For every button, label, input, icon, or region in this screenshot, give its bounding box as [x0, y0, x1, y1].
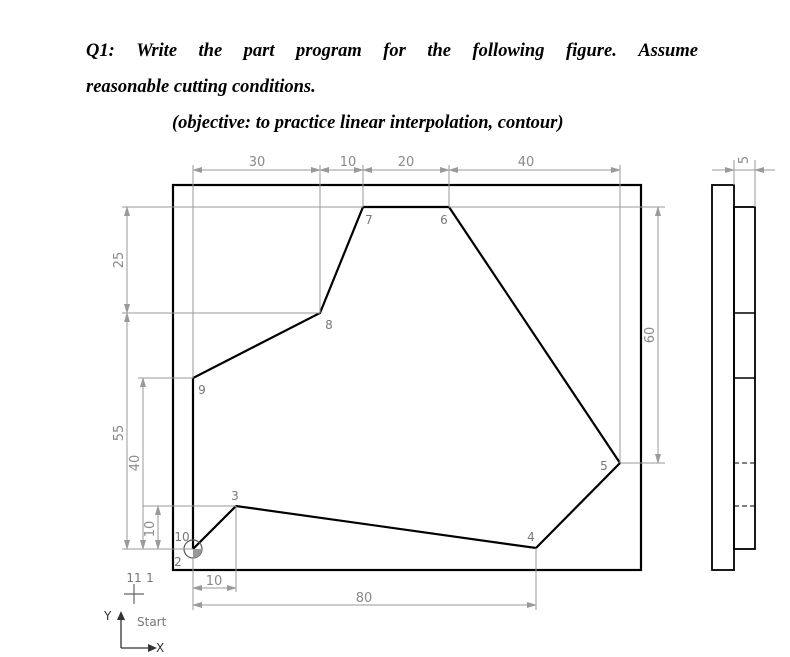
question-word: figure.	[565, 41, 617, 61]
side-view	[712, 160, 775, 570]
dim-label-left-40: 40	[128, 454, 143, 472]
point-label-9: 9	[198, 383, 206, 397]
dim-label-20: 20	[397, 155, 415, 170]
point-label-11: 11	[126, 571, 142, 585]
point-label-2: 2	[174, 555, 182, 569]
dim-label-55: 55	[112, 424, 127, 442]
point-label-10: 10	[174, 530, 190, 544]
dim-label-left-10: 10	[143, 520, 158, 538]
question-word: the	[198, 41, 223, 61]
dim-label-10: 10	[339, 155, 357, 170]
question-word: part	[243, 41, 275, 61]
start-label: Start	[137, 615, 167, 629]
dim-label-80: 80	[355, 591, 373, 606]
point-label-6: 6	[440, 213, 448, 227]
question-word: following	[472, 41, 545, 61]
point-label-3: 3	[231, 489, 239, 503]
dim-label-40: 40	[517, 155, 535, 170]
x-axis-label: X	[156, 641, 165, 655]
point-label-1: 1	[146, 571, 154, 585]
part-contour	[193, 207, 620, 549]
question-word: the	[427, 41, 452, 61]
question-word: Q1:	[86, 41, 115, 61]
point-label-7: 7	[365, 213, 373, 227]
dim-label-30: 30	[248, 155, 266, 170]
point-label-5: 5	[600, 459, 608, 473]
point-label-4: 4	[527, 530, 535, 544]
question-line-3: (objective: to practice linear interpolation, contour)	[172, 113, 564, 133]
dim-label-side-5: 5	[737, 155, 752, 165]
question-word: Write	[136, 41, 178, 61]
y-axis-label: Y	[104, 609, 112, 623]
dim-label-60: 60	[643, 326, 658, 344]
dim-label-bottom-10: 10	[205, 574, 223, 589]
question-line-2: reasonable cutting conditions.	[86, 77, 316, 97]
question-word: Assume	[638, 41, 698, 61]
dim-label-25: 25	[112, 251, 127, 269]
question-word: program	[295, 41, 362, 61]
crosshair-icon	[124, 584, 144, 604]
point-label-8: 8	[325, 318, 333, 332]
question-word: for	[383, 41, 406, 61]
